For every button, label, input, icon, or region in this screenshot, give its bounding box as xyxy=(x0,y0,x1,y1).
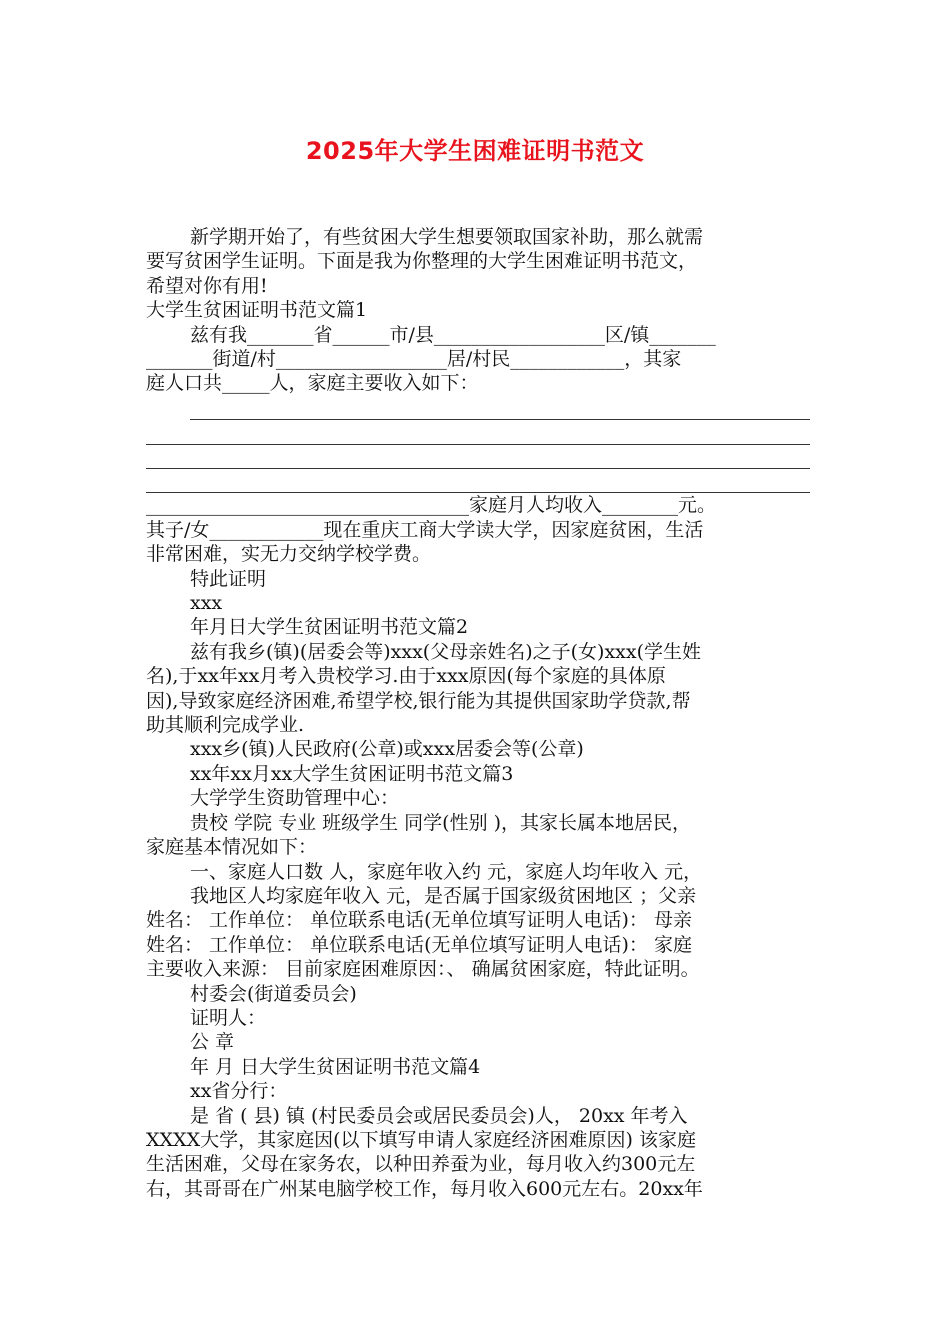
text-line: 公 章 xyxy=(190,1031,235,1054)
text-line: 新学期开始了，有些贫困大学生想要领取国家补助，那么就需 xyxy=(190,226,704,248)
text-line: 右，其哥哥在广州某电脑学校工作，每月收入600元左右。20xx年 xyxy=(146,1177,703,1200)
text-line: 村委会(街道委员会) xyxy=(190,982,357,1005)
text-line: 生活困难，父母在家务农，以种田养蚕为业，每月收入约300元左 xyxy=(146,1153,696,1176)
section-heading: xx年xx月xx大学生贫困证明书范文篇3 xyxy=(190,762,514,785)
text-line: 兹有我乡(镇)(居委会等)xxx(父母亲姓名)之子(女)xxx(学生姓 xyxy=(190,640,702,663)
blank-fill-line xyxy=(146,469,810,493)
document-body xyxy=(146,225,810,1201)
text-line: 家庭基本情况如下： xyxy=(146,836,318,859)
text-line: __________________________________家庭月人均收入________元。 xyxy=(146,494,717,517)
blank-fill-line xyxy=(146,445,810,469)
text-line: _______街道/村__________________居/村民____________，其家 xyxy=(146,348,682,371)
section-heading: 年 月 日大学生贫困证明书范文篇4 xyxy=(190,1055,481,1078)
text-line: 希望对你有用! xyxy=(146,274,268,297)
text-line: xxx xyxy=(190,592,223,615)
section-heading: 年月日大学生贫困证明书范文篇2 xyxy=(190,616,469,639)
text-line: 主要收入来源： 目前家庭困难原因：、 确属贫困家庭，特此证明。 xyxy=(146,958,700,981)
text-line: 非常困难，实无力交纳学校学费。 xyxy=(146,543,432,566)
text-line: 大学学生资助管理中心： xyxy=(190,787,400,810)
text-line: 姓名： 工作单位： 单位联系电话(无单位填写证明人电话)： 家庭 xyxy=(146,933,692,956)
text-line: xx省分行： xyxy=(190,1080,288,1103)
text-line: 要写贫困学生证明。下面是我为你整理的大学生困难证明书范文， xyxy=(146,250,698,273)
text-line: 我地区人均家庭年收入 元，是否属于国家级贫困地区 ；父亲 xyxy=(190,884,697,907)
text-line: 庭人口共_____人，家庭主要收入如下： xyxy=(146,372,479,395)
text-line: 因),导致家庭经济困难,希望学校,银行能为其提供国家助学贷款,帮 xyxy=(146,689,691,712)
text-line: XXXX大学，其家庭因(以下填写申请人家庭经济困难原因) 该家庭 xyxy=(146,1128,696,1151)
text-line: xxx乡(镇)人民政府(公章)或xxx居委会等(公章) xyxy=(190,738,584,761)
blank-fill-line xyxy=(190,396,810,420)
text-line: 贵校 学院 专业 班级学生 同学(性别 )，其家长属本地居民， xyxy=(190,811,692,834)
text-line: 其子/女____________现在重庆工商大学读大学，因家庭贫困，生活 xyxy=(146,518,704,541)
text-line: 是 省 ( 县) 镇 (村民委员会或居民委员会)人， 20xx 年考入 xyxy=(190,1104,688,1127)
text-line: 一、家庭人口数 人，家庭年收入约 元，家庭人均年收入 元， xyxy=(190,860,703,883)
text-line: 姓名： 工作单位： 单位联系电话(无单位填写证明人电话)： 母亲 xyxy=(146,909,692,932)
document-title: 2025年大学生困难证明书范文 xyxy=(305,137,645,165)
text-line: 兹有我_______省______市/县__________________区/镇_______ xyxy=(190,323,716,346)
section-heading: 大学生贫困证明书范文篇1 xyxy=(146,299,368,322)
text-line: 特此证明 xyxy=(190,567,267,590)
text-line: 助其顺利完成学业. xyxy=(146,714,305,737)
text-line: 名),于xx年xx月考入贵校学习.由于xxx原因(每个家庭的具体原 xyxy=(146,665,666,688)
text-line: 证明人： xyxy=(190,1006,267,1029)
blank-fill-line xyxy=(146,420,810,444)
